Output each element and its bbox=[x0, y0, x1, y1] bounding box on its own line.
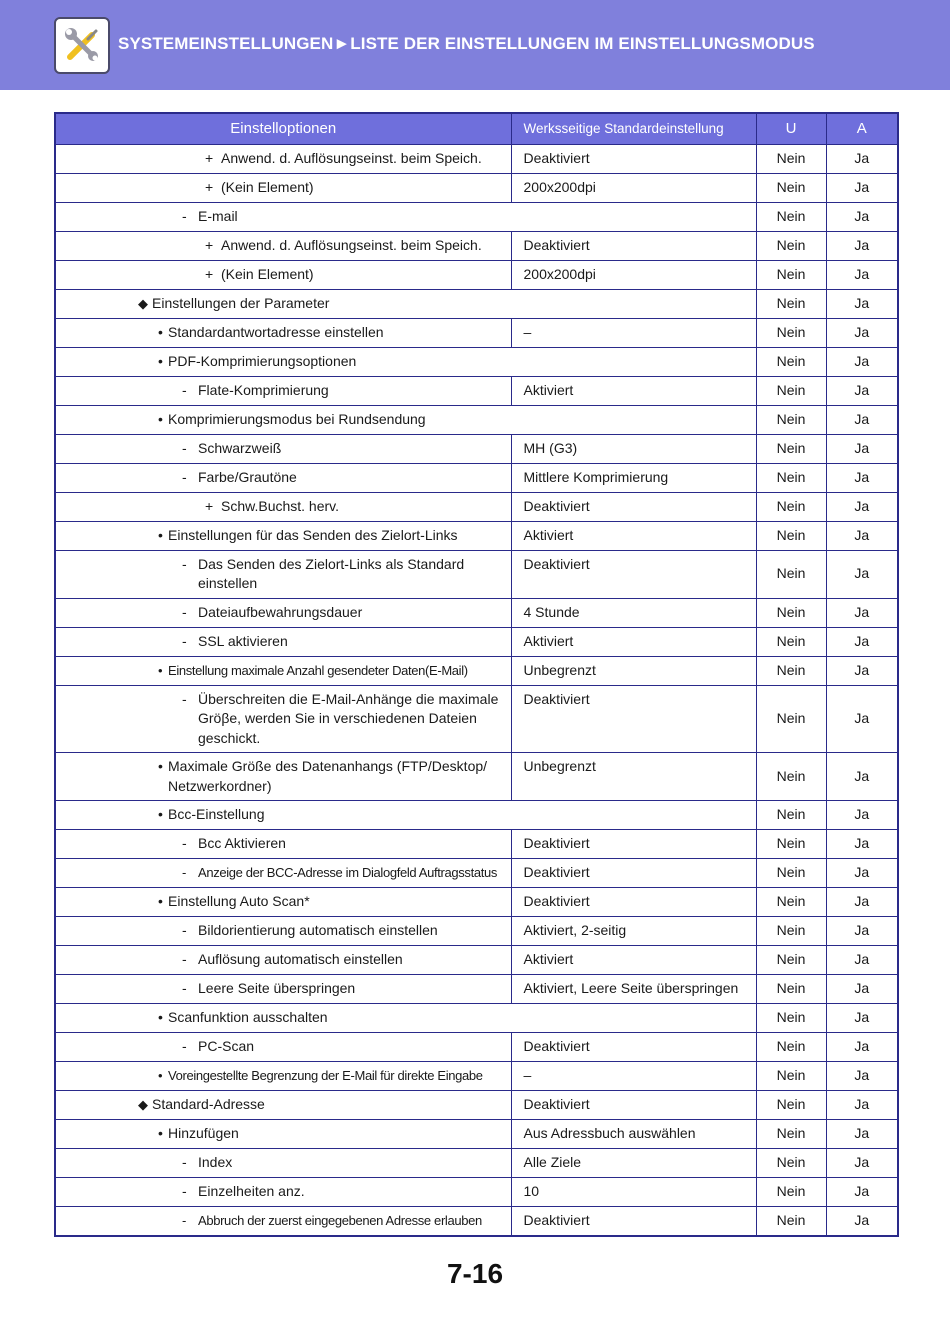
row-label: (Kein Element) bbox=[221, 265, 314, 282]
row-a: Ja bbox=[826, 685, 898, 753]
row-default: Deaktiviert bbox=[511, 830, 756, 859]
row-default: 200x200dpi bbox=[511, 260, 756, 289]
row-a: Ja bbox=[826, 598, 898, 627]
table-row bbox=[55, 318, 898, 347]
table-row bbox=[55, 405, 898, 434]
row-a: Ja bbox=[826, 1033, 898, 1062]
row-default: Aus Adressbuch auswählen bbox=[511, 1120, 756, 1149]
row-label: Anwend. d. Auflösungseinst. beim Speich. bbox=[221, 236, 482, 253]
table-row bbox=[55, 173, 898, 202]
row-label: PDF-Komprimierungsoptionen bbox=[168, 352, 357, 369]
row-default: Deaktiviert bbox=[511, 888, 756, 917]
table-row bbox=[55, 801, 898, 830]
table-row bbox=[55, 1149, 898, 1178]
table-row bbox=[55, 656, 898, 685]
row-label: Anwend. d. Auflösungseinst. beim Speich. bbox=[221, 149, 482, 166]
row-marker: + bbox=[205, 178, 214, 195]
row-u: Nein bbox=[756, 550, 826, 598]
row-default: Aktiviert bbox=[511, 946, 756, 975]
row-a: Ja bbox=[826, 1178, 898, 1207]
row-default: Aktiviert bbox=[511, 376, 756, 405]
row-default: MH (G3) bbox=[511, 434, 756, 463]
tools-icon bbox=[54, 17, 110, 74]
row-label: Index bbox=[198, 1154, 233, 1170]
row-label: Leere Seite überspringen bbox=[198, 980, 356, 996]
row-u: Nein bbox=[756, 627, 826, 656]
row-a: Ja bbox=[826, 463, 898, 492]
table-row bbox=[55, 492, 898, 521]
bullet-icon: • bbox=[158, 323, 163, 340]
row-a: Ja bbox=[826, 917, 898, 946]
row-u: Nein bbox=[756, 318, 826, 347]
table-row bbox=[55, 1033, 898, 1062]
row-label: (Kein Element) bbox=[221, 178, 314, 195]
row-marker: - bbox=[182, 922, 187, 938]
row-u: Nein bbox=[756, 656, 826, 685]
row-label: Standardantwortadresse einstellen bbox=[168, 323, 384, 340]
row-label: SSL aktivieren bbox=[198, 632, 288, 649]
row-a: Ja bbox=[826, 289, 898, 318]
row-a: Ja bbox=[826, 801, 898, 830]
row-label: Einstellungen der Parameter bbox=[152, 294, 330, 311]
row-a: Ja bbox=[826, 1004, 898, 1033]
row-marker: - bbox=[182, 980, 187, 996]
bullet-icon: • bbox=[158, 758, 163, 774]
row-label: Scanfunktion ausschalten bbox=[168, 1009, 328, 1025]
row-label: Das Senden des Zielort-Links als Standard einstellen bbox=[198, 555, 465, 591]
row-default: Aktiviert bbox=[511, 521, 756, 550]
row-u: Nein bbox=[756, 405, 826, 434]
row-label: E-mail bbox=[198, 207, 238, 224]
row-u: Nein bbox=[756, 753, 826, 801]
row-a: Ja bbox=[826, 1062, 898, 1091]
row-default: 10 bbox=[511, 1178, 756, 1207]
row-default: Deaktiviert bbox=[511, 685, 756, 753]
row-marker: - bbox=[182, 632, 187, 649]
row-a: Ja bbox=[826, 405, 898, 434]
row-marker: - bbox=[182, 439, 187, 456]
row-a: Ja bbox=[826, 830, 898, 859]
table-row bbox=[55, 753, 898, 801]
row-label: Abbruch der zuerst eingegebenen Adresse erlauben bbox=[198, 1213, 482, 1228]
row-a: Ja bbox=[826, 434, 898, 463]
row-u: Nein bbox=[756, 1120, 826, 1149]
row-label: Maximale Größe des Datenanhangs (FTP/Desktop/ Netzwerkordner) bbox=[168, 758, 488, 794]
row-a: Ja bbox=[826, 975, 898, 1004]
table-row bbox=[55, 202, 898, 231]
table-row bbox=[55, 830, 898, 859]
row-default: 200x200dpi bbox=[511, 173, 756, 202]
header-band bbox=[0, 0, 950, 90]
row-marker: + bbox=[205, 497, 214, 514]
row-u: Nein bbox=[756, 202, 826, 231]
row-a: Ja bbox=[826, 1120, 898, 1149]
row-a: Ja bbox=[826, 173, 898, 202]
row-default: Mittlere Komprimierung bbox=[511, 463, 756, 492]
row-u: Nein bbox=[756, 801, 826, 830]
row-a: Ja bbox=[826, 946, 898, 975]
row-a: Ja bbox=[826, 347, 898, 376]
row-u: Nein bbox=[756, 434, 826, 463]
row-marker: - bbox=[182, 690, 187, 707]
table-row bbox=[55, 260, 898, 289]
row-u: Nein bbox=[756, 492, 826, 521]
row-default: Deaktiviert bbox=[511, 144, 756, 173]
row-u: Nein bbox=[756, 888, 826, 917]
row-u: Nein bbox=[756, 1062, 826, 1091]
row-label: Anzeige der BCC-Adresse im Dialogfeld Auftragsstatus bbox=[198, 865, 498, 880]
row-marker: - bbox=[182, 1038, 187, 1054]
row-u: Nein bbox=[756, 1149, 826, 1178]
table-row bbox=[55, 627, 898, 656]
table-row bbox=[55, 888, 898, 917]
diamond-icon: ◆ bbox=[138, 1097, 148, 1112]
row-u: Nein bbox=[756, 521, 826, 550]
row-u: Nein bbox=[756, 260, 826, 289]
row-default: Aktiviert, Leere Seite überspringen bbox=[511, 975, 756, 1004]
row-default: 4 Stunde bbox=[511, 598, 756, 627]
row-default: Deaktiviert bbox=[511, 231, 756, 260]
row-a: Ja bbox=[826, 627, 898, 656]
row-default: Deaktiviert bbox=[511, 1207, 756, 1236]
table-row bbox=[55, 1091, 898, 1120]
column-header-a: A bbox=[826, 113, 898, 144]
row-marker: - bbox=[182, 1213, 186, 1228]
column-header-options: Einstelloptionen bbox=[55, 113, 511, 144]
bullet-icon: • bbox=[158, 1125, 163, 1141]
row-a: Ja bbox=[826, 1207, 898, 1236]
bullet-icon: • bbox=[158, 806, 163, 822]
row-a: Ja bbox=[826, 231, 898, 260]
row-label: Voreingestellte Begrenzung der E-Mail für direkte Eingabe bbox=[168, 1068, 483, 1083]
row-label: Einstellung maximale Anzahl gesendeter Daten(E-Mail) bbox=[168, 662, 468, 678]
row-u: Nein bbox=[756, 685, 826, 753]
row-a: Ja bbox=[826, 202, 898, 231]
row-default: Deaktiviert bbox=[511, 859, 756, 888]
row-a: Ja bbox=[826, 1149, 898, 1178]
row-label: Einstellungen für das Senden des Zielort-Links bbox=[168, 526, 458, 543]
table-row bbox=[55, 1062, 898, 1091]
row-u: Nein bbox=[756, 173, 826, 202]
table-row bbox=[55, 463, 898, 492]
row-a: Ja bbox=[826, 859, 898, 888]
row-a: Ja bbox=[826, 376, 898, 405]
row-marker: + bbox=[205, 149, 214, 166]
row-default: Unbegrenzt bbox=[511, 656, 756, 685]
row-u: Nein bbox=[756, 1207, 826, 1236]
table-row bbox=[55, 1120, 898, 1149]
row-default: Aktiviert, 2-seitig bbox=[511, 917, 756, 946]
row-label: Einzelheiten anz. bbox=[198, 1183, 305, 1199]
row-label: Farbe/Grautöne bbox=[198, 468, 297, 485]
row-u: Nein bbox=[756, 231, 826, 260]
table-row bbox=[55, 376, 898, 405]
row-label: Flate-Komprimierung bbox=[198, 381, 329, 398]
row-marker: - bbox=[182, 381, 187, 398]
table-row bbox=[55, 685, 898, 753]
table-header-row bbox=[55, 113, 898, 144]
row-default: Aktiviert bbox=[511, 627, 756, 656]
row-a: Ja bbox=[826, 550, 898, 598]
page-number: 7-16 bbox=[446, 1258, 504, 1289]
row-label: Hinzufügen bbox=[168, 1125, 239, 1141]
bullet-icon: • bbox=[158, 410, 163, 427]
row-default: Deaktiviert bbox=[511, 550, 756, 598]
settings-table bbox=[54, 112, 899, 1237]
row-u: Nein bbox=[756, 463, 826, 492]
row-u: Nein bbox=[756, 1004, 826, 1033]
row-a: Ja bbox=[826, 521, 898, 550]
row-default: – bbox=[511, 1062, 756, 1091]
row-default: Deaktiviert bbox=[511, 1033, 756, 1062]
row-label: Bildorientierung automatisch einstellen bbox=[198, 922, 438, 938]
row-label: Komprimierungsmodus bei Rundsendung bbox=[168, 410, 426, 427]
row-a: Ja bbox=[826, 260, 898, 289]
row-u: Nein bbox=[756, 946, 826, 975]
row-label: Auflösung automatisch einstellen bbox=[198, 951, 403, 967]
row-u: Nein bbox=[756, 144, 826, 173]
row-label: Bcc Aktivieren bbox=[198, 835, 286, 851]
row-default: – bbox=[511, 318, 756, 347]
column-header-default: Werksseitige Standardeinstellung bbox=[511, 113, 756, 144]
row-a: Ja bbox=[826, 492, 898, 521]
bullet-icon: • bbox=[158, 352, 163, 369]
row-u: Nein bbox=[756, 289, 826, 318]
bullet-icon: • bbox=[158, 1009, 163, 1025]
table-row bbox=[55, 231, 898, 260]
row-u: Nein bbox=[756, 347, 826, 376]
row-marker: - bbox=[182, 951, 187, 967]
row-default: Unbegrenzt bbox=[511, 753, 756, 801]
row-label: Schwarzweiß bbox=[198, 439, 282, 456]
row-marker: - bbox=[182, 207, 187, 224]
diamond-icon: ◆ bbox=[138, 295, 148, 311]
bullet-icon: • bbox=[158, 662, 163, 678]
bullet-icon: • bbox=[158, 526, 163, 543]
table-row bbox=[55, 1004, 898, 1033]
row-u: Nein bbox=[756, 830, 826, 859]
row-label: Einstellung Auto Scan* bbox=[168, 893, 310, 909]
table-row bbox=[55, 946, 898, 975]
row-a: Ja bbox=[826, 888, 898, 917]
row-default: Deaktiviert bbox=[511, 492, 756, 521]
row-a: Ja bbox=[826, 1091, 898, 1120]
table-row bbox=[55, 434, 898, 463]
row-marker: - bbox=[182, 468, 187, 485]
row-marker: - bbox=[182, 555, 187, 572]
row-u: Nein bbox=[756, 598, 826, 627]
row-u: Nein bbox=[756, 859, 826, 888]
row-label: Überschreiten die E-Mail-Anhänge die maximale Gröβe, werden Sie in verschiedenen Dateien geschickt. bbox=[198, 690, 499, 746]
table-row bbox=[55, 289, 898, 318]
row-default: Deaktiviert bbox=[511, 1091, 756, 1120]
column-header-u: U bbox=[756, 113, 826, 144]
row-a: Ja bbox=[826, 753, 898, 801]
row-u: Nein bbox=[756, 1033, 826, 1062]
row-u: Nein bbox=[756, 1091, 826, 1120]
table-row bbox=[55, 1178, 898, 1207]
row-a: Ja bbox=[826, 656, 898, 685]
row-marker: + bbox=[205, 236, 214, 253]
row-marker: - bbox=[182, 1154, 187, 1170]
table-row bbox=[55, 917, 898, 946]
table-row bbox=[55, 347, 898, 376]
row-label: Bcc-Einstellung bbox=[168, 806, 265, 822]
row-u: Nein bbox=[756, 376, 826, 405]
row-marker: - bbox=[182, 835, 187, 851]
row-label: Standard-Adresse bbox=[152, 1096, 265, 1112]
table-row bbox=[55, 521, 898, 550]
page-header-title: SYSTEMEINSTELLUNGEN►LISTE DER EINSTELLUNGEN IM EINSTELLUNGSMODUS bbox=[118, 34, 815, 53]
bullet-icon: • bbox=[158, 893, 163, 909]
row-marker: + bbox=[205, 265, 214, 282]
table-row bbox=[55, 859, 898, 888]
table-row bbox=[55, 1207, 898, 1236]
row-label: Dateiaufbewahrungsdauer bbox=[198, 603, 363, 620]
table-row bbox=[55, 598, 898, 627]
row-label: PC-Scan bbox=[198, 1038, 255, 1054]
row-marker: - bbox=[182, 865, 186, 880]
row-label: Schw.Buchst. herv. bbox=[221, 497, 340, 514]
row-u: Nein bbox=[756, 917, 826, 946]
row-u: Nein bbox=[756, 1178, 826, 1207]
bullet-icon: • bbox=[158, 1068, 163, 1083]
table-row bbox=[55, 144, 898, 173]
row-marker: - bbox=[182, 603, 187, 620]
row-a: Ja bbox=[826, 144, 898, 173]
row-a: Ja bbox=[826, 318, 898, 347]
table-row bbox=[55, 550, 898, 598]
row-default: Alle Ziele bbox=[511, 1149, 756, 1178]
row-u: Nein bbox=[756, 975, 826, 1004]
row-marker: - bbox=[182, 1183, 187, 1199]
table-row bbox=[55, 975, 898, 1004]
